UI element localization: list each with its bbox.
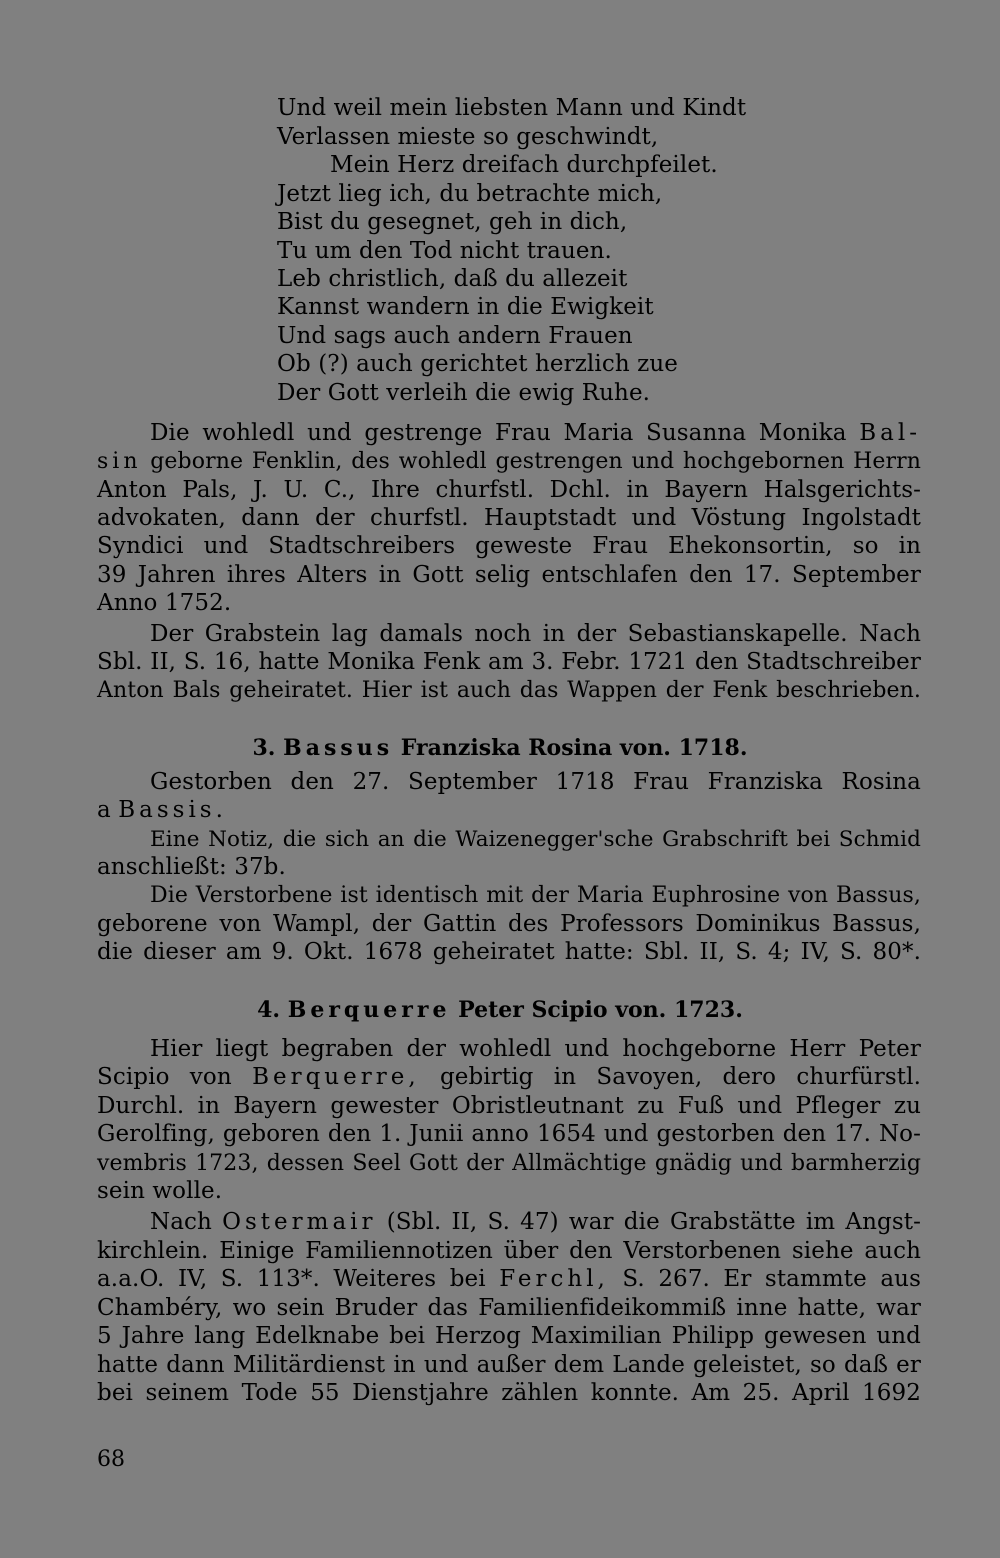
text-line: Syndici und Stadtschreibers geweste Frau Ehekonsortin, so in: [97, 533, 921, 559]
text-span: a.a.O. IV, S. 113*. Weiteres bei: [97, 1266, 486, 1292]
heading-text: Peter Scipio von. 1723.: [458, 997, 743, 1023]
text-line: Chambéry, wo sein Bruder das Familienfideikommiß inne hatte, war: [97, 1295, 921, 1321]
text-span: (Sbl. II, S. 47) war die Grabstätte im Angst-: [386, 1209, 921, 1235]
text-line: [97, 447, 921, 476]
poem-line: Jetzt lieg ich, du betrachte mich,: [277, 181, 663, 207]
poem-line: Kannst wandern in die Ewigkeit: [277, 294, 654, 320]
text-span: geborne Fenklin, des wohledl gestrengen und hochgebornen Herrn: [150, 449, 921, 474]
text-line: [97, 1265, 921, 1294]
poem-line: Leb christlich, daß du allezeit: [277, 266, 628, 292]
text-span: Scipio von: [97, 1064, 232, 1090]
text-line: [150, 1208, 921, 1237]
section-heading: [0, 734, 1000, 763]
spaced-name: Bassus: [283, 735, 394, 761]
poem-line: Der Gott verleih die ewig Ruhe.: [277, 380, 651, 406]
poem-line: Verlassen mieste so geschwindt,: [277, 124, 659, 150]
text-line: [97, 1063, 921, 1092]
text-line: sein wolle.: [97, 1178, 223, 1204]
text-line: bei seinem Tode 55 Dienstjahre zählen konnte. Am 25. April 1692: [97, 1380, 921, 1406]
poem-line: Mein Herz dreifach durchpfeilet.: [330, 152, 718, 178]
poem-line: Bist du gesegnet, geh in dich,: [277, 209, 628, 235]
text-line: kirchlein. Einige Familiennotizen über den Verstorbenen siehe auch: [97, 1238, 921, 1264]
text-line: anschließt: 37b.: [97, 854, 286, 880]
text-line: Durchl. in Bayern gewester Obristleutnant zu Fuß und Pfleger zu: [97, 1093, 921, 1119]
text-line: geborene von Wampl, der Gattin des Professors Dominikus Bassus,: [97, 911, 921, 937]
poem-line: Und sags auch andern Frauen: [277, 323, 633, 349]
text-span: gebirtig in Savoyen, dero churfürstl.: [439, 1064, 922, 1090]
heading-text: Franziska Rosina von. 1718.: [400, 735, 748, 761]
text-line: die dieser am 9. Okt. 1678 geheiratet hatte: Sbl. II, S. 4; IV, S. 80*.: [97, 939, 921, 965]
text-span: Die wohledl und gestrenge Frau Maria Susanna Monika: [150, 420, 847, 446]
text-line: Gerolfing, geboren den 1. Junii anno 1654 und gestorben den 17. No-: [97, 1121, 921, 1147]
poem-line: Tu um den Tod nicht trauen.: [277, 238, 612, 264]
spaced-name: Bassis.: [118, 797, 227, 823]
text-line: Sbl. II, S. 16, hatte Monika Fenk am 3. Febr. 1721 den Stadtschreiber: [97, 649, 921, 675]
text-line: 39 Jahren ihres Alters in Gott selig entschlafen den 17. September: [97, 562, 921, 588]
text-span: a: [97, 797, 111, 823]
spaced-name: Ferchl,: [499, 1266, 609, 1292]
spaced-name: Berquerre,: [252, 1064, 420, 1090]
text-line: 5 Jahre lang Edelknabe bei Herzog Maximilian Philipp gewesen und: [97, 1323, 921, 1349]
spaced-name: Bal-: [859, 420, 921, 446]
heading-number: 3.: [252, 735, 276, 761]
text-line: Anton Pals, J. U. C., Ihre churfstl. Dchl. in Bayern Halsgerichts-: [97, 477, 921, 503]
page-number: 68: [97, 1447, 125, 1472]
text-line: [150, 419, 921, 448]
text-line: advokaten, dann der churfstl. Hauptstadt und Vöstung Ingolstadt: [97, 505, 921, 531]
text-line: [97, 796, 227, 825]
section-heading: [0, 996, 1000, 1025]
text-line: hatte dann Militärdienst in und außer dem Lande geleistet, so daß er: [97, 1352, 921, 1378]
text-line: Der Grabstein lag damals noch in der Sebastianskapelle. Nach: [150, 621, 921, 647]
spaced-name: Berquerre: [287, 997, 451, 1023]
text-line: Die Verstorbene ist identisch mit der Maria Euphrosine von Bassus,: [150, 883, 921, 908]
text-line: Eine Notiz, die sich an die Waizenegger'sche Grabschrift bei Schmid: [150, 827, 921, 852]
text-line: Hier liegt begraben der wohledl und hochgeborne Herr Peter: [150, 1036, 921, 1062]
heading-number: 4.: [257, 997, 281, 1023]
poem-line: Und weil mein liebsten Mann und Kindt: [277, 95, 747, 121]
text-span: Nach: [150, 1209, 212, 1235]
text-line: vembris 1723, dessen Seel Gott der Allmächtige gnädig und barmherzig: [97, 1151, 921, 1176]
poem-line: Ob (?) auch gerichtet herzlich zue: [277, 351, 678, 377]
spaced-name: sin: [97, 449, 142, 474]
text-span: S. 267. Er stammte aus: [622, 1266, 921, 1292]
text-line: Anno 1752.: [97, 590, 232, 616]
spaced-name: Ostermair: [222, 1209, 377, 1235]
text-line: Anton Bals geheiratet. Hier ist auch das Wappen der Fenk beschrieben.: [97, 678, 921, 703]
text-line: Gestorben den 27. September 1718 Frau Franziska Rosina: [150, 769, 921, 795]
